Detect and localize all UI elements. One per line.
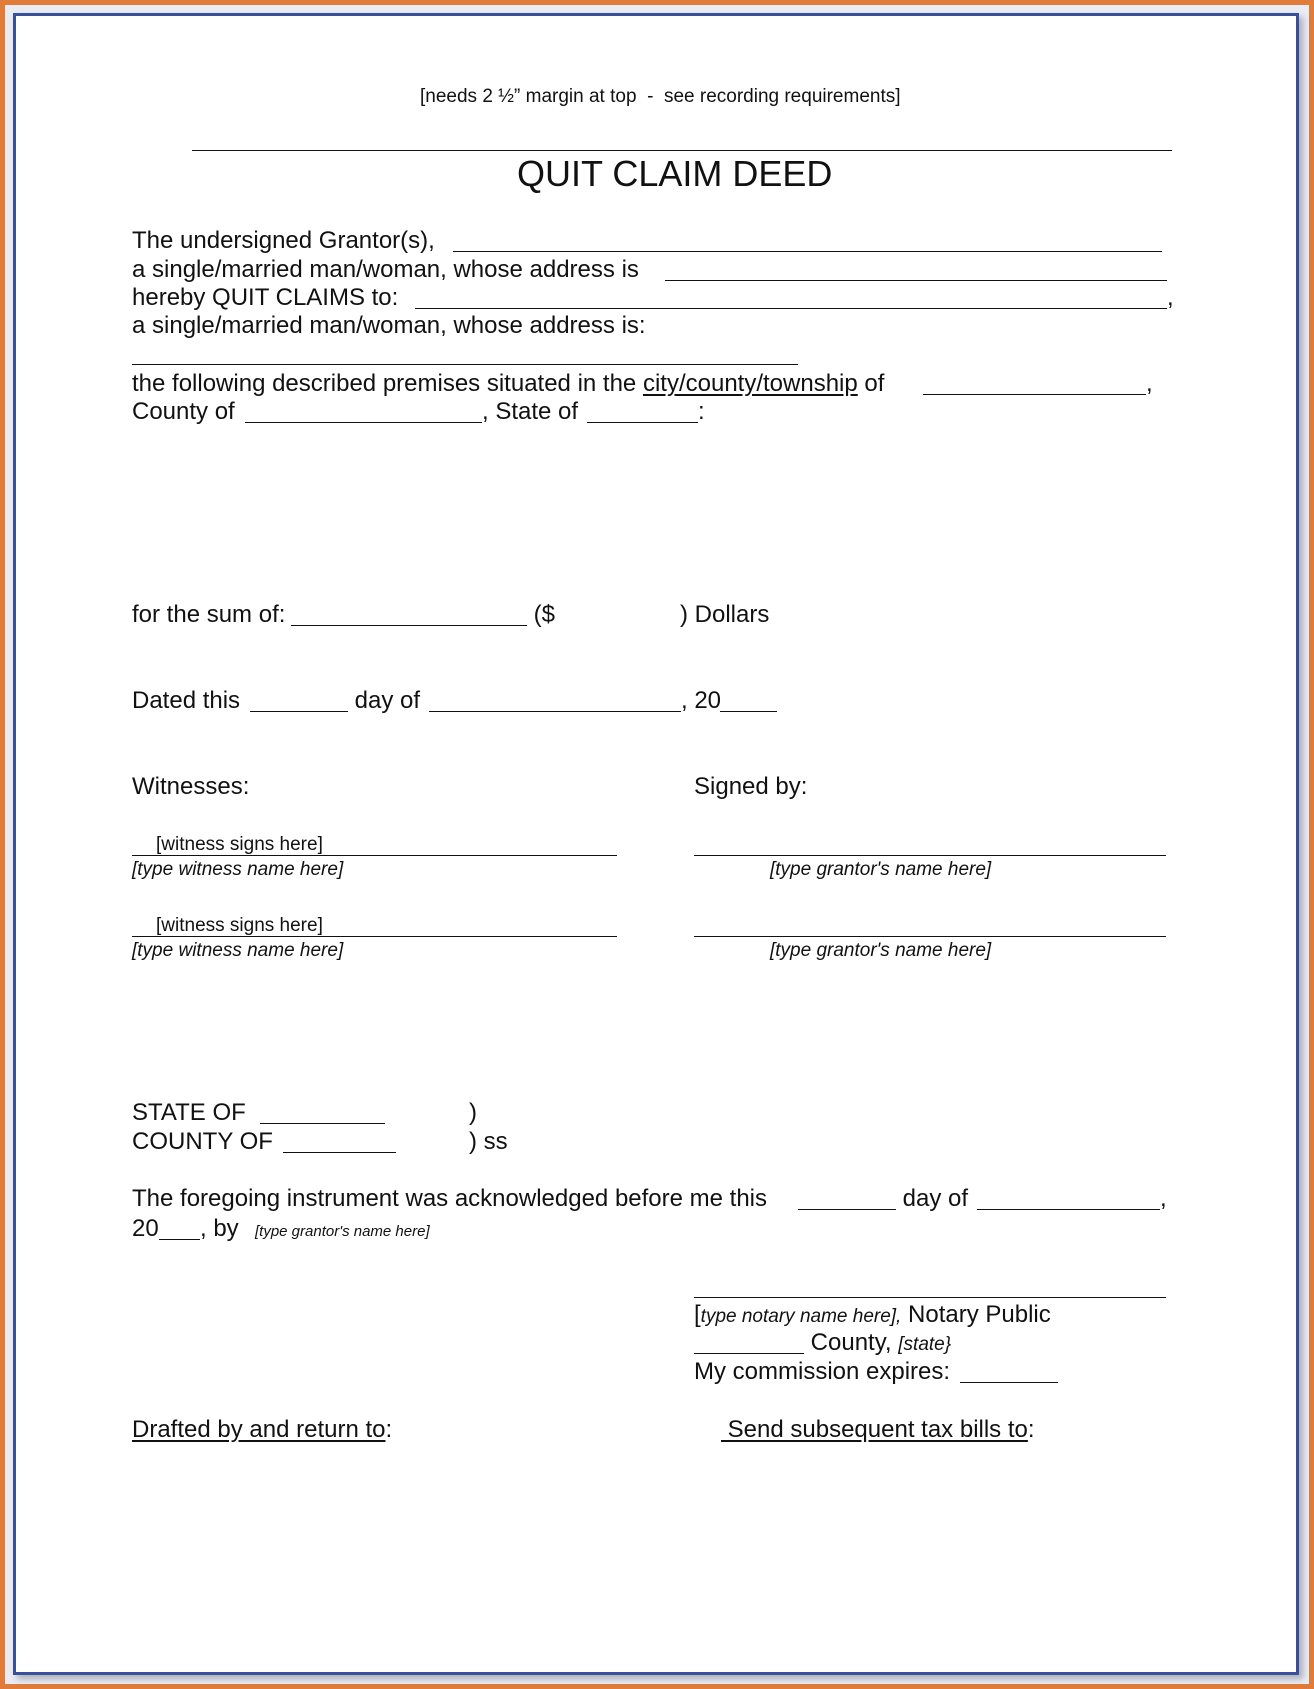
notary-name-line xyxy=(694,1303,1051,1327)
grantee-comma: , xyxy=(1167,284,1174,311)
quit-claims-label: hereby QUIT CLAIMS to: xyxy=(132,284,405,311)
witness-2-name: [type witness name here] xyxy=(132,940,344,961)
venue-county-blank[interactable] xyxy=(283,1152,396,1153)
ack-day-blank[interactable] xyxy=(798,1209,896,1210)
witness-2-signature-line[interactable] xyxy=(132,936,617,937)
venue-ss: ) ss xyxy=(469,1128,508,1155)
state-of-label: STATE OF xyxy=(132,1099,253,1126)
grantee-name-blank[interactable] xyxy=(415,308,1167,309)
dated-year-prefix: , 20 xyxy=(681,687,722,714)
state-blank[interactable] xyxy=(587,422,698,423)
county-label: County of xyxy=(132,398,242,425)
notary-county-line xyxy=(804,1331,951,1355)
grantor-label: The undersigned Grantor(s), xyxy=(132,227,442,254)
grantor-address-blank[interactable] xyxy=(665,280,1167,281)
grantor-1-name: [type grantor's name here] xyxy=(770,859,992,880)
witness-1-signs-here: [witness signs here] xyxy=(156,834,323,855)
ack-day-of-label: day of xyxy=(896,1185,975,1212)
notary-public-label: Notary Public xyxy=(901,1301,1051,1328)
premises-text xyxy=(132,372,891,396)
state-label: , State of xyxy=(482,398,585,425)
page-title: QUIT CLAIM DEED xyxy=(517,153,833,194)
grantor-name-blank[interactable] xyxy=(453,251,1162,252)
sum-dollars-label: ) Dollars xyxy=(680,601,770,628)
tax-bills-label: Send subsequent tax bills to xyxy=(721,1416,1028,1443)
county-blank[interactable] xyxy=(245,422,482,423)
dated-this-label: Dated this xyxy=(132,687,247,714)
municipality-blank[interactable] xyxy=(923,394,1146,395)
ack-year-blank[interactable] xyxy=(159,1239,200,1240)
dated-day-blank[interactable] xyxy=(250,711,348,712)
tax-bills-line xyxy=(721,1418,1035,1442)
commission-expires-label: My commission expires: xyxy=(694,1358,951,1385)
premises-underlined: city/county/township xyxy=(642,370,858,397)
drafted-by-colon: : xyxy=(385,1416,393,1443)
grantor-2-name: [type grantor's name here] xyxy=(770,940,992,961)
municipality-comma: , xyxy=(1146,370,1153,397)
sum-words-blank[interactable] xyxy=(291,625,527,626)
commission-expires-blank[interactable] xyxy=(960,1382,1058,1383)
top-margin-note: [needs 2 ½” margin at top - see recording requirements] xyxy=(420,86,901,107)
dated-day-of-label: day of xyxy=(348,687,427,714)
notary-name: type notary name here], xyxy=(700,1306,902,1327)
witness-1-signature-line[interactable] xyxy=(132,855,617,856)
county-of-label: COUNTY OF xyxy=(132,1128,280,1155)
acknowledgment-text: The foregoing instrument was acknowledged before me this xyxy=(132,1185,774,1212)
ack-comma: , xyxy=(1160,1185,1167,1212)
state-colon: : xyxy=(698,398,705,425)
notary-county-label: County, xyxy=(804,1329,899,1356)
notary-county-blank[interactable] xyxy=(694,1353,804,1354)
grantee-address-blank[interactable] xyxy=(132,364,798,365)
witness-1-name: [type witness name here] xyxy=(132,859,344,880)
tax-bills-colon: : xyxy=(1027,1416,1035,1443)
ack-month-blank[interactable] xyxy=(977,1209,1160,1210)
grantor-2-signature-line[interactable] xyxy=(694,936,1166,937)
title-rule xyxy=(192,150,1172,151)
ack-by-label: , by xyxy=(200,1215,253,1242)
premises-suffix: of xyxy=(857,370,892,397)
venue-state-blank[interactable] xyxy=(260,1123,385,1124)
grantor-1-signature-line[interactable] xyxy=(694,855,1166,856)
witnesses-label: Witnesses: xyxy=(132,773,250,800)
ack-year-prefix: 20 xyxy=(132,1215,159,1242)
venue-paren: ) xyxy=(469,1099,477,1126)
notary-signature-line[interactable] xyxy=(694,1297,1166,1298)
drafted-by-line xyxy=(132,1418,392,1442)
sum-paren-open: ($ xyxy=(527,601,556,628)
witness-2-signs-here: [witness signs here] xyxy=(156,915,323,936)
grantee-address-label: a single/married man/woman, whose address is: xyxy=(132,312,646,339)
dated-month-blank[interactable] xyxy=(429,711,681,712)
notary-bracket: [ xyxy=(694,1301,701,1328)
notary-state: [state} xyxy=(898,1334,952,1355)
dated-year-blank[interactable] xyxy=(720,711,777,712)
premises-prefix: the following described premises situated in the xyxy=(132,370,643,397)
signed-by-label: Signed by: xyxy=(694,773,808,800)
drafted-by-label: Drafted by and return to xyxy=(132,1416,386,1443)
sum-label: for the sum of: xyxy=(132,601,286,628)
ack-grantor-name: [type grantor's name here] xyxy=(255,1223,430,1240)
grantor-address-label: a single/married man/woman, whose address is xyxy=(132,256,646,283)
